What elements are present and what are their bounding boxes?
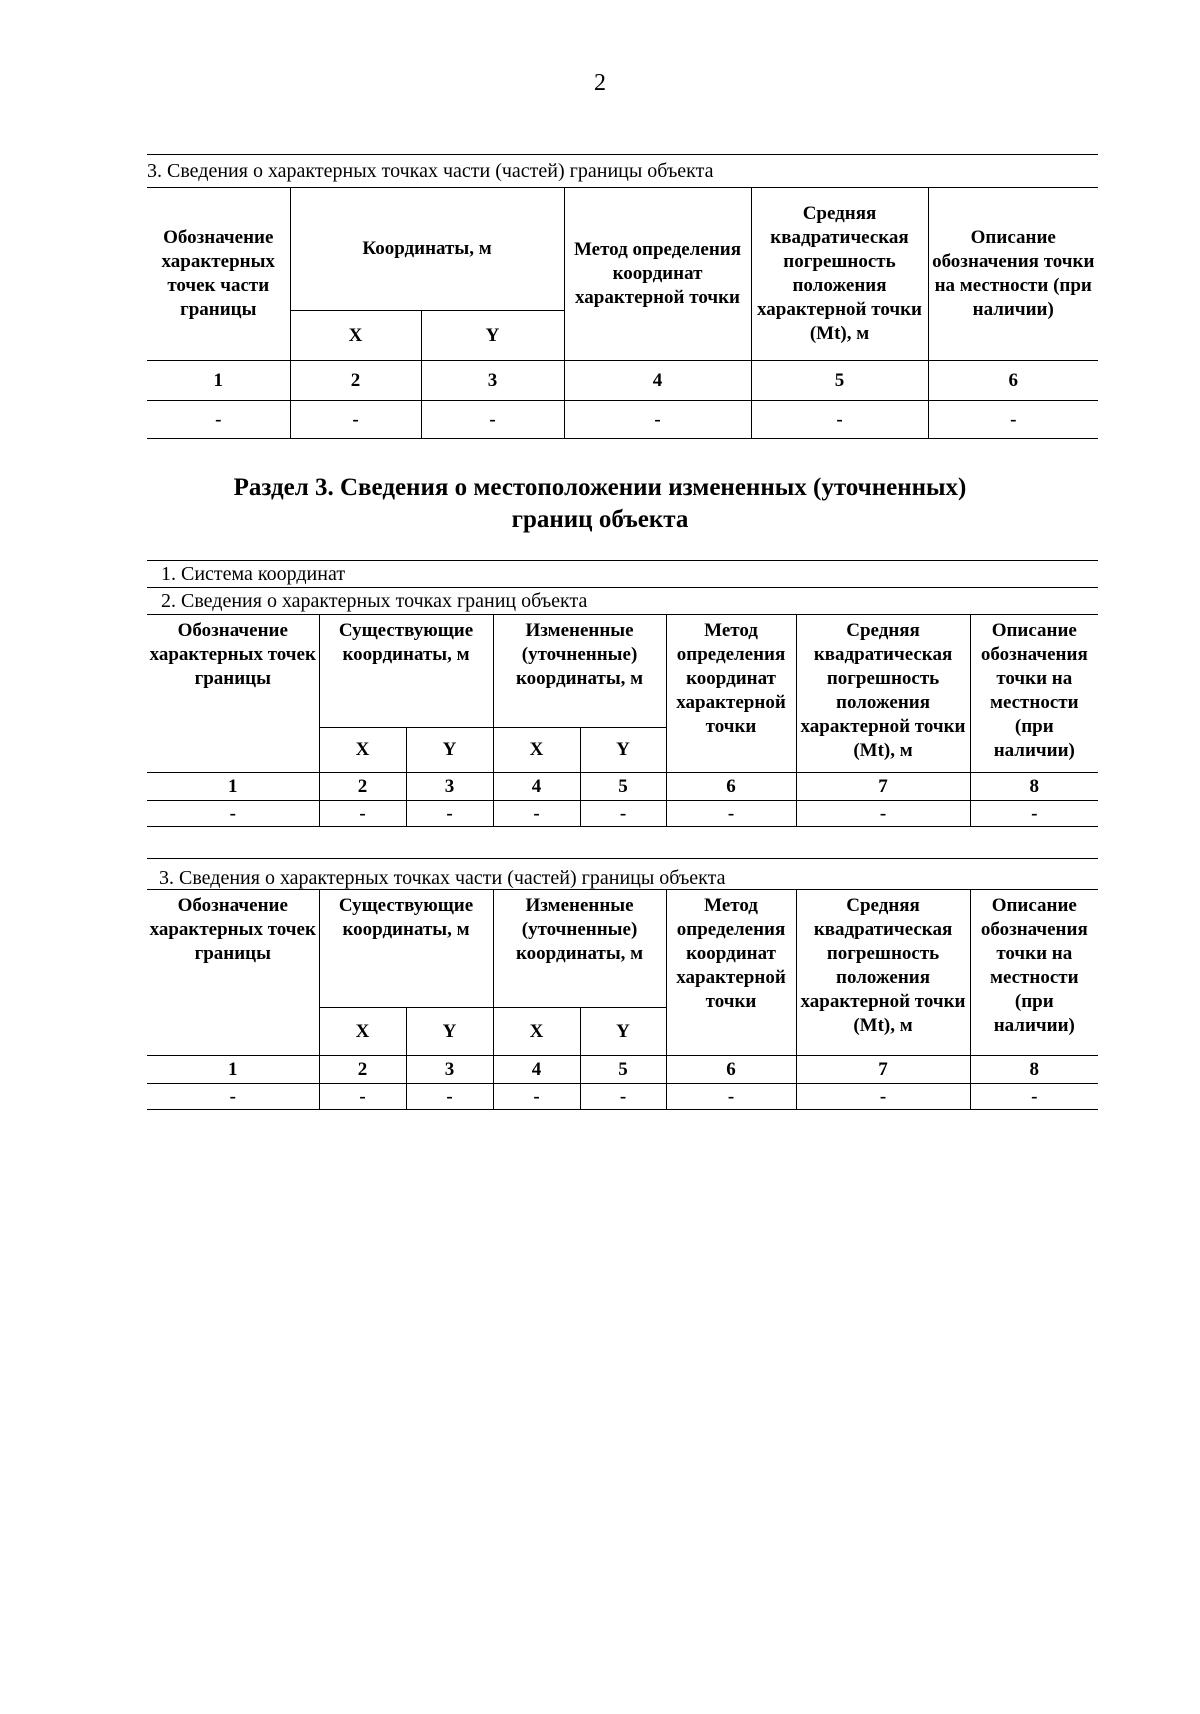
column-number: 3 [421, 361, 564, 401]
column-number: 5 [580, 1056, 666, 1084]
column-number: 8 [970, 1056, 1098, 1084]
column-number: 3 [406, 1056, 493, 1084]
section-title [0, 472, 1200, 536]
header-error: Средняя квадратическая погрешность положения характерной точки (Mt), м [796, 615, 970, 773]
column-number: 8 [970, 773, 1098, 801]
section-title-line-2: границ объекта [511, 506, 689, 533]
header-error: Средняя квадратическая погрешность положения характерной точки (Mt), м [796, 890, 970, 1056]
cell-value: - [666, 1084, 796, 1110]
points-table [147, 187, 1098, 439]
header-error: Средняя квадратическая погрешность положения характерной точки (Mt), м [751, 188, 928, 361]
header-description: Описание обозначения точки на местности (при наличии) [970, 615, 1098, 773]
section-title-line-1: Раздел 3. Сведения о местоположении измененных (уточненных) [233, 474, 967, 501]
column-number: 7 [796, 1056, 970, 1084]
header-method: Метод определения координат характерной точки [564, 188, 751, 361]
header-x: X [290, 311, 421, 361]
header-method: Метод определения координат характерной точки [666, 615, 796, 773]
cell-value: - [796, 1084, 970, 1110]
cell-value: - [666, 801, 796, 827]
cell-value: - [406, 1084, 493, 1110]
cell-value: - [970, 1084, 1098, 1110]
cell-value: - [796, 801, 970, 827]
cell-value: - [147, 401, 290, 439]
header-changed-coordinates: Измененные (уточненные) координаты, м [493, 890, 666, 1008]
cell-value: - [147, 801, 319, 827]
column-number: 6 [928, 361, 1098, 401]
cell-value: - [147, 1084, 319, 1110]
table-row [147, 801, 1098, 827]
cell-value: - [970, 801, 1098, 827]
header-y: Y [406, 728, 493, 773]
column-number: 1 [147, 773, 319, 801]
header-description: Описание обозначения точки на местности (при наличии) [928, 188, 1098, 361]
header-x: X [493, 728, 580, 773]
column-number: 2 [290, 361, 421, 401]
header-existing-coordinates: Существующие координаты, м [319, 615, 493, 728]
page-number: 2 [594, 70, 606, 96]
header-x: X [319, 728, 406, 773]
cell-value: - [493, 1084, 580, 1110]
table-caption: 3. Сведения о характерных точках части (частей) границы объекта [147, 858, 1098, 889]
header-method: Метод определения координат характерной точки [666, 890, 796, 1056]
part-boundary-points-table-2 [147, 858, 1098, 1110]
column-number-row [147, 773, 1098, 801]
column-number-row [147, 1056, 1098, 1084]
cell-value: - [751, 401, 928, 439]
cell-value: - [564, 401, 751, 439]
column-number: 2 [319, 1056, 406, 1084]
header-existing-coordinates: Существующие координаты, м [319, 890, 493, 1008]
cell-value: - [580, 1084, 666, 1110]
boundary-points-table [147, 560, 1098, 827]
points-table [147, 614, 1098, 827]
header-x: X [319, 1008, 406, 1056]
cell-value: - [421, 401, 564, 439]
header-description: Описание обозначения точки на местности (при наличии) [970, 890, 1098, 1056]
column-number: 7 [796, 773, 970, 801]
header-designation: Обозначение характерных точек границы [147, 615, 319, 773]
header-y: Y [580, 728, 666, 773]
cell-value: - [290, 401, 421, 439]
cell-value: - [319, 801, 406, 827]
column-number: 3 [406, 773, 493, 801]
cell-value: - [406, 801, 493, 827]
header-changed-coordinates: Измененные (уточненные) координаты, м [493, 615, 666, 728]
header-y: Y [406, 1008, 493, 1056]
header-y: Y [421, 311, 564, 361]
cell-value: - [493, 801, 580, 827]
column-number: 6 [666, 773, 796, 801]
column-number-row [147, 361, 1098, 401]
coordinate-system-caption: 1. Система координат [147, 560, 1098, 587]
header-designation: Обозначение характерных точек границы [147, 890, 319, 1056]
cell-value: - [580, 801, 666, 827]
header-coordinates: Координаты, м [290, 188, 564, 311]
cell-value: - [319, 1084, 406, 1110]
header-x: X [493, 1008, 580, 1056]
header-designation: Обозначение характерных точек части границы [147, 188, 290, 361]
column-number: 4 [493, 773, 580, 801]
column-number: 1 [147, 1056, 319, 1084]
points-table [147, 889, 1098, 1110]
table-caption: 2. Сведения о характерных точках границ объекта [147, 587, 1098, 614]
table-caption: 3. Сведения о характерных точках части (частей) границы объекта [147, 154, 1098, 187]
table-row [147, 1084, 1098, 1110]
column-number: 2 [319, 773, 406, 801]
column-number: 5 [580, 773, 666, 801]
column-number: 4 [493, 1056, 580, 1084]
column-number: 6 [666, 1056, 796, 1084]
column-number: 5 [751, 361, 928, 401]
cell-value: - [928, 401, 1098, 439]
table-row [147, 401, 1098, 439]
column-number: 4 [564, 361, 751, 401]
header-y: Y [580, 1008, 666, 1056]
part-boundary-points-table-1 [147, 154, 1098, 439]
column-number: 1 [147, 361, 290, 401]
